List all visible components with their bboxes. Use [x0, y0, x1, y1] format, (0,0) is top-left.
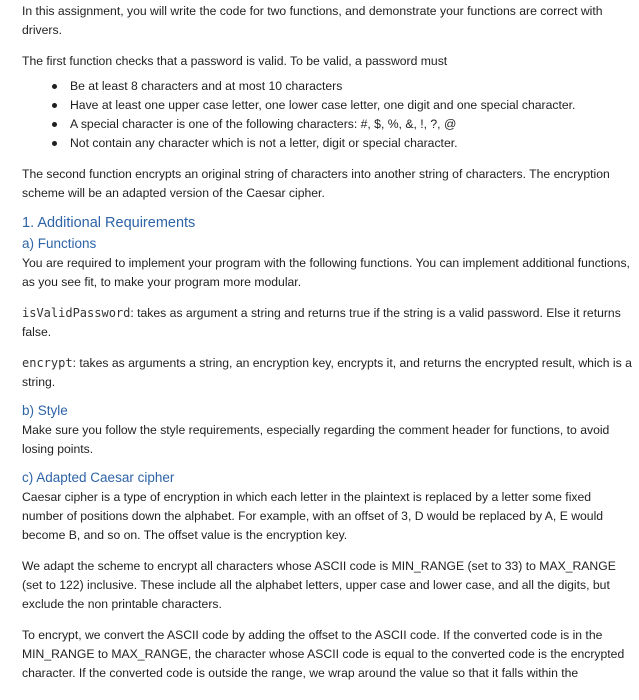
- intro-paragraph: In this assignment, you will write the code for two functions, and demonstrate your functions are correct with drivers.: [22, 4, 603, 37]
- caesar-paragraph-1: Caesar cipher is a type of encryption in which each letter in the plaintext is replaced by a letter some fixed number of positions down the alphabet. For example, with an offset of 3, D would be replaced by A, E would become B, and so on. The offset value is the encryption key.: [22, 490, 604, 542]
- first-function-paragraph: The first function checks that a password is valid. To be valid, a password must: [22, 54, 448, 68]
- list-item: A special character is one of the following characters: #, $, %, &, !, ?, @: [52, 115, 633, 134]
- password-rules-list: [22, 77, 633, 153]
- isvalidpassword-code: isValidPassword: [22, 306, 131, 320]
- second-function-paragraph: The second function encrypts an original string of characters into another string of characters. The encryption scheme will be an adapted version of the Caesar cipher.: [22, 167, 610, 200]
- list-item: Have at least one upper case letter, one lower case letter, one digit and one special character.: [52, 96, 633, 115]
- section-heading-additional-requirements: 1. Additional Requirements: [22, 215, 196, 231]
- functions-paragraph: You are required to implement your program with the following functions. You can implement additional functions, as you see fit, to make your program more modular.: [22, 256, 630, 289]
- encrypt-paragraph: [22, 354, 633, 392]
- isvalidpassword-description: : takes as argument a string and returns true if the string is a valid password. Else it returns false.: [22, 306, 621, 339]
- encrypt-description: : takes as arguments a string, an encryption key, encrypts it, and returns the encrypted result, which is a string.: [22, 356, 632, 389]
- style-paragraph: Make sure you follow the style requirements, especially regarding the comment header for functions, to avoid losing points.: [22, 423, 610, 456]
- list-item: Not contain any character which is not a letter, digit or special character.: [52, 134, 633, 153]
- isvalidpassword-paragraph: [22, 304, 633, 342]
- subheading-style: b) Style: [22, 403, 68, 418]
- caesar-paragraph-3: To encrypt, we convert the ASCII code by adding the offset to the ASCII code. If the converted code is in the MIN_RANGE to MAX_RANGE, the character whose ASCII code is equal to the converted code is the encrypted character. If the converted code is outside the range, we wrap around the value so that it falls within the: [22, 628, 625, 680]
- encrypt-code: encrypt: [22, 356, 73, 370]
- caesar-paragraph-2: We adapt the scheme to encrypt all characters whose ASCII code is MIN_RANGE (set to 33) to MAX_RANGE (set to 122) inclusive. These include all the alphabet letters, upper case and lower case, and all the digits, but exclude the non printable characters.: [22, 559, 616, 611]
- list-item: Be at least 8 characters and at most 10 characters: [52, 77, 633, 96]
- subheading-caesar-cipher: c) Adapted Caesar cipher: [22, 470, 175, 485]
- subheading-functions: a) Functions: [22, 236, 97, 251]
